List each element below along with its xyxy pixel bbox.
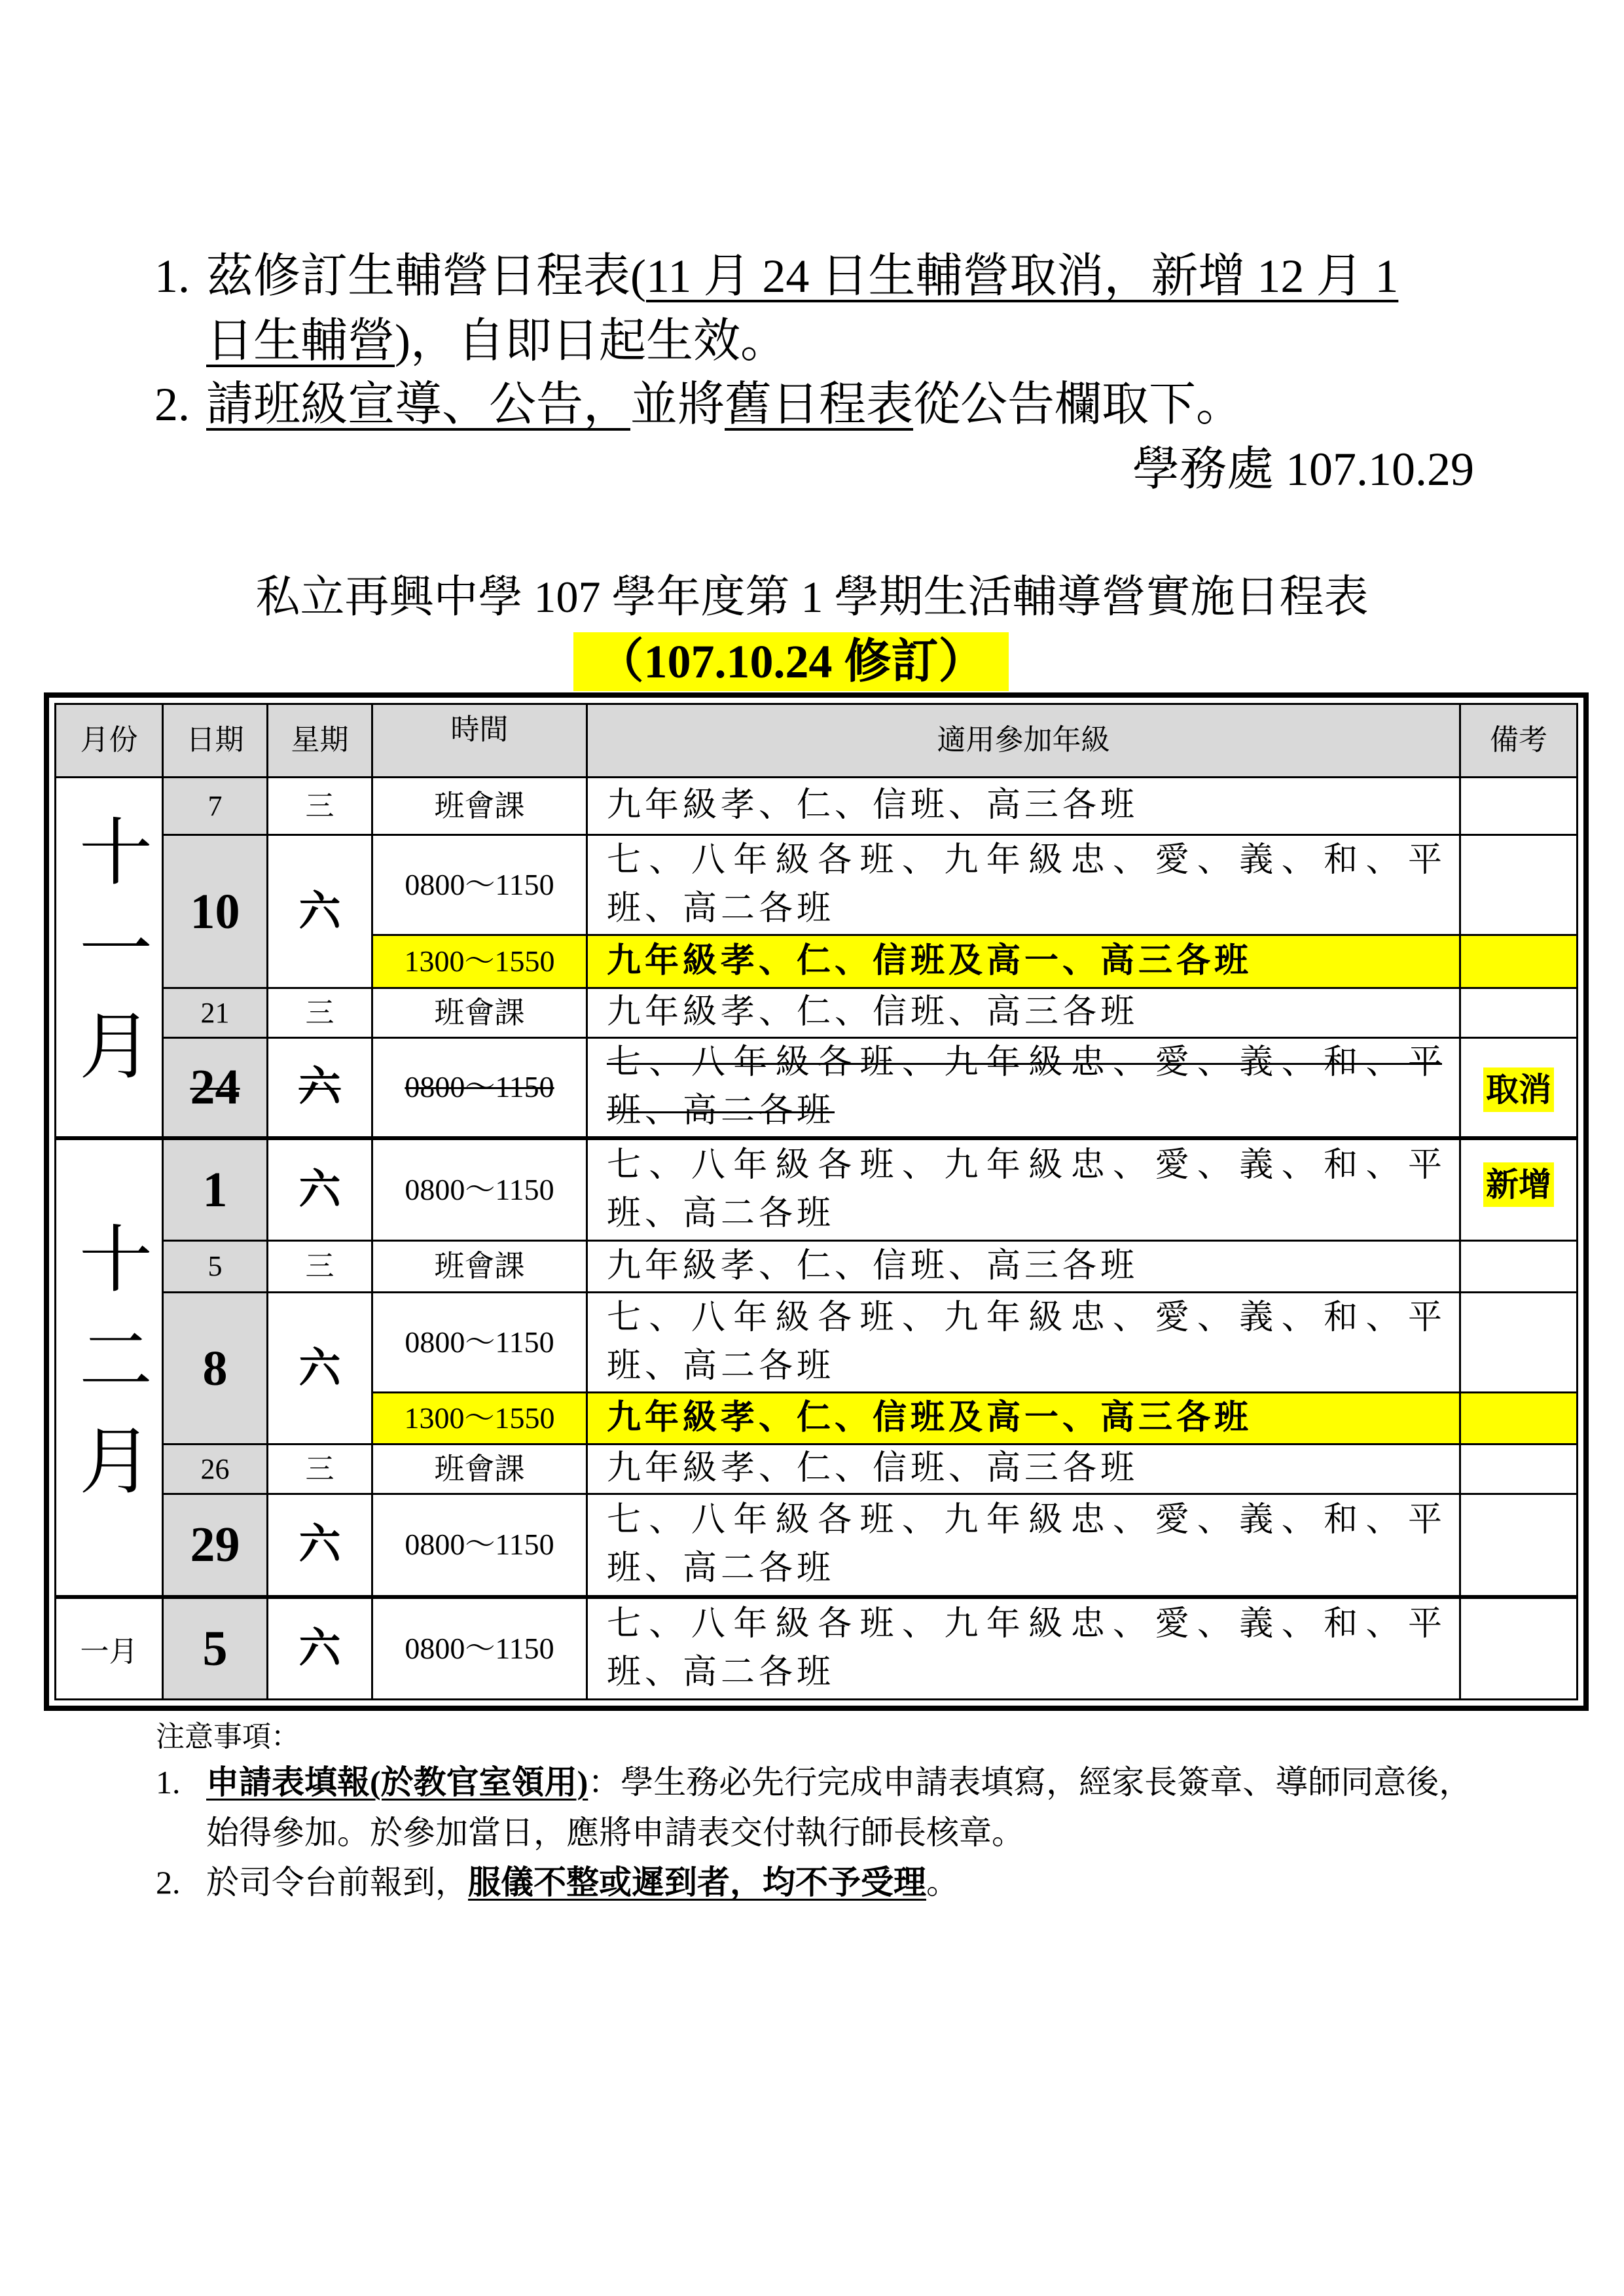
grade-line: 班、高二各班 <box>607 890 835 927</box>
header-time: 時間 <box>372 704 587 778</box>
remark-cell <box>1460 1494 1578 1597</box>
date-cell: 7 <box>163 778 268 835</box>
date-value: 24 <box>190 1060 240 1115</box>
table-row <box>56 1444 1578 1494</box>
weekday-cell: 六 <box>268 1293 372 1444</box>
date-cell: 21 <box>163 988 268 1038</box>
notes-text: ：學生務必先行完成申請表填寫，經家長簽章、導師同意後， <box>588 1764 1472 1801</box>
remark-cell <box>1460 1138 1578 1241</box>
notes-number: 1. <box>156 1764 181 1801</box>
notice-text: 並將 <box>630 378 725 431</box>
time-cell: 1300～1550 <box>372 935 587 988</box>
weekday-cell: 三 <box>268 778 372 835</box>
weekday-value: 六 <box>298 1064 341 1111</box>
notes-item-2 <box>156 1866 959 1899</box>
notice-signature: 學務處 107.10.29 <box>1132 443 1474 495</box>
remark-cell <box>1460 1444 1578 1494</box>
remark-cancelled-badge: 取消 <box>1483 1067 1554 1112</box>
notes-heading: 注意事項： <box>156 1721 300 1753</box>
time-cell: 班會課 <box>372 1241 587 1293</box>
month-january: 一月 <box>56 1597 163 1700</box>
grade-line: 班、高二各班 <box>607 1550 835 1588</box>
remark-cell <box>1460 1393 1578 1444</box>
grade-line: 七、八年級各班、九年級忠、愛、義、和、平 <box>607 1044 1442 1082</box>
header-weekday: 星期 <box>268 704 372 778</box>
grade-cell: 九年級孝、仁、信班及高一、高三各班 <box>587 1393 1460 1444</box>
grade-cell <box>587 1293 1460 1393</box>
remark-cell <box>1460 835 1578 935</box>
time-cell: 1300～1550 <box>372 1393 587 1444</box>
notice-line-3 <box>154 378 1244 431</box>
notice-text: 茲修訂生輔營日程表( <box>206 250 646 302</box>
notice-line-2 <box>206 317 787 365</box>
header-month: 月份 <box>56 704 163 778</box>
grade-line: 七、八年級各班、九年級忠、愛、義、和、平 <box>607 842 1442 879</box>
weekday-cell: 六 <box>268 1597 372 1700</box>
notes-item-1 <box>156 1766 1471 1799</box>
remark-cell <box>1460 988 1578 1038</box>
grade-cell: 九年級孝、仁、信班、高三各班 <box>587 778 1460 835</box>
time-cell: 0800～1150 <box>372 1494 587 1597</box>
header-grade: 適用參加年級 <box>587 704 1460 778</box>
notes-emphasis: 申請表填報(於教官室領用) <box>206 1764 588 1801</box>
grade-cell: 九年級孝、仁、信班、高三各班 <box>587 1444 1460 1494</box>
date-cell <box>163 1038 268 1138</box>
notice-number-2: 2. <box>154 378 190 431</box>
table-row <box>56 1597 1578 1700</box>
weekday-cell <box>268 1038 372 1138</box>
date-cell: 29 <box>163 1494 268 1597</box>
weekday-cell: 六 <box>268 835 372 988</box>
grade-line: 七、八年級各班、九年級忠、愛、義、和、平 <box>607 1146 1442 1184</box>
time-cell: 班會課 <box>372 778 587 835</box>
month-label: 十一月 <box>68 814 150 1105</box>
schedule-table <box>54 703 1578 1700</box>
table-row <box>56 1241 1578 1293</box>
grade-line: 班、高二各班 <box>607 1348 835 1385</box>
weekday-cell: 六 <box>268 1138 372 1241</box>
grade-line: 七、八年級各班、九年級忠、愛、義、和、平 <box>607 1501 1442 1539</box>
notes-item-1-continued: 始得參加。於參加當日，應將申請表交付執行師長核章。 <box>206 1814 1024 1851</box>
notes-text: 。 <box>926 1864 959 1901</box>
grade-cell: 九年級孝、仁、信班、高三各班 <box>587 1241 1460 1293</box>
time-cell: 0800～1150 <box>372 835 587 935</box>
notice-line-1 <box>154 250 1399 302</box>
time-cell <box>372 1038 587 1138</box>
date-cell: 5 <box>163 1241 268 1293</box>
time-cell: 0800～1150 <box>372 1138 587 1241</box>
remark-cell <box>1460 1241 1578 1293</box>
table-row <box>56 988 1578 1038</box>
table-row <box>56 1138 1578 1241</box>
grade-cell <box>587 1038 1460 1138</box>
notice-text: 從公告欄取下。 <box>913 378 1244 431</box>
remark-cell <box>1460 1038 1578 1138</box>
time-cell: 班會課 <box>372 988 587 1038</box>
time-cell: 0800～1150 <box>372 1293 587 1393</box>
time-cell: 班會課 <box>372 1444 587 1494</box>
grade-line: 班、高二各班 <box>607 1194 835 1232</box>
document-title: 私立再興中學 107 學年度第 1 學期生活輔導營實施日程表 <box>255 572 1369 622</box>
weekday-cell: 六 <box>268 1494 372 1597</box>
grade-cell <box>587 1597 1460 1700</box>
header-row <box>56 704 1578 778</box>
grade-line: 班、高二各班 <box>607 1092 835 1130</box>
weekday-cell: 三 <box>268 1444 372 1494</box>
weekday-cell: 三 <box>268 988 372 1038</box>
grade-cell <box>587 1138 1460 1241</box>
header-remark: 備考 <box>1460 704 1578 778</box>
remark-cell <box>1460 1293 1578 1393</box>
table-row <box>56 778 1578 835</box>
month-label: 十二月 <box>68 1221 150 1523</box>
table-row <box>56 1038 1578 1138</box>
grade-line: 班、高二各班 <box>607 1653 835 1691</box>
table-row <box>56 835 1578 935</box>
month-december <box>56 1138 163 1597</box>
grade-cell <box>587 1494 1460 1597</box>
date-cell: 10 <box>163 835 268 988</box>
grade-cell: 九年級孝、仁、信班及高一、高三各班 <box>587 935 1460 988</box>
date-cell: 26 <box>163 1444 268 1494</box>
header-date: 日期 <box>163 704 268 778</box>
remark-cell <box>1460 935 1578 988</box>
notes-number: 2. <box>156 1864 181 1901</box>
remark-cell <box>1460 1597 1578 1700</box>
revision-label: （107.10.24 修訂） <box>573 632 1009 691</box>
notice-underlined-text: 舊日程表 <box>725 378 914 431</box>
table-row <box>56 1494 1578 1597</box>
remark-added-badge: 新增 <box>1483 1162 1554 1207</box>
notice-text: )，自即日起生效。 <box>395 315 787 367</box>
notice-underlined-text: 請班級宣導、公告， <box>206 378 631 431</box>
notice-underlined-text: 日生輔營 <box>206 315 395 367</box>
grade-cell: 九年級孝、仁、信班、高三各班 <box>587 988 1460 1038</box>
notice-underlined-text: 11 月 24 日生輔營取消，新增 12 月 1 <box>645 250 1399 302</box>
time-cell: 0800～1150 <box>372 1597 587 1700</box>
grade-line: 七、八年級各班、九年級忠、愛、義、和、平 <box>607 1299 1442 1336</box>
table-row <box>56 1293 1578 1393</box>
notes-emphasis: 服儀不整或遲到者，均不予受理 <box>468 1864 926 1901</box>
grade-line: 七、八年級各班、九年級忠、愛、義、和、平 <box>607 1605 1442 1643</box>
weekday-cell: 三 <box>268 1241 372 1293</box>
notice-number-1: 1. <box>154 250 190 302</box>
notes-text: 於司令台前報到， <box>206 1864 468 1901</box>
date-cell: 5 <box>163 1597 268 1700</box>
date-cell: 1 <box>163 1138 268 1241</box>
schedule-frame <box>44 692 1589 1711</box>
date-cell: 8 <box>163 1293 268 1444</box>
month-november <box>56 778 163 1138</box>
remark-cell <box>1460 778 1578 835</box>
grade-cell <box>587 835 1460 935</box>
time-value: 0800～1150 <box>405 1070 554 1104</box>
